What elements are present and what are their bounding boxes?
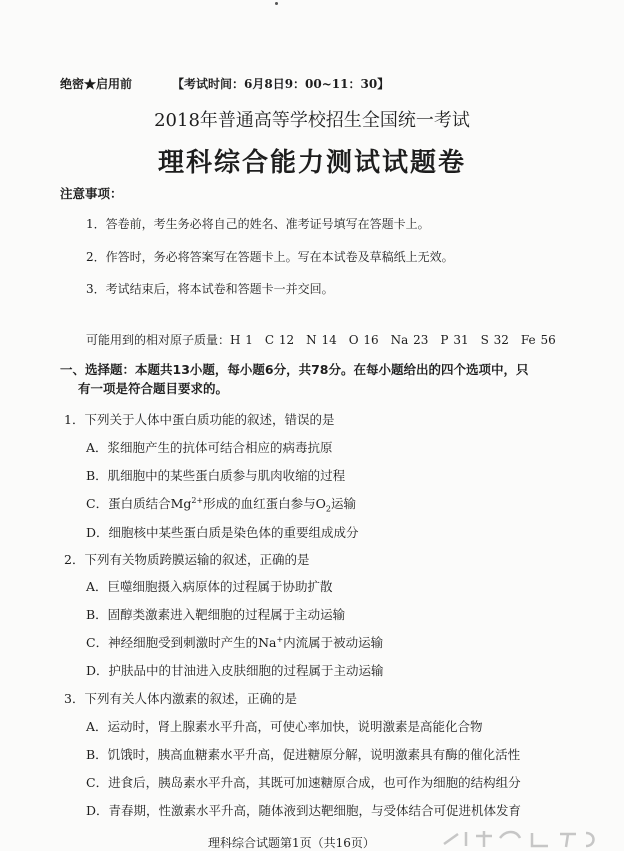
question-2-stem: 2．下列有关物质跨膜运输的叙述，正确的是 [64,552,310,567]
exam-time: 【考试时间：6月8日9：00~11：30】 [172,77,390,91]
exam-subtitle: 2018年普通高等学校招生全国统一考试 [154,110,470,131]
question-1-option-b: B．肌细胞中的某些蛋白质参与肌肉收缩的过程 [86,468,346,483]
atomic-masses: 可能用到的相对原子质量：H 1 C 12 N 14 O 16 Na 23 P 31 S 32 Fe 56 [86,333,556,347]
note-item: 3．考试结束后，将本试卷和答题卡一并交回。 [86,282,334,296]
option-c-text: 内流属于被动运输 [283,635,384,650]
page-footer: 理科综合试题第1页（共16页） [208,836,375,850]
option-c-text: C．蛋白质结合Mg [86,496,192,511]
question-3-stem: 3．下列有关人体内激素的叙述，正确的是 [64,691,297,706]
question-2-option-c [86,633,383,651]
option-c-text: 运输 [331,496,357,511]
question-2-option-a: A．巨噬细胞摄入病原体的过程属于协助扩散 [86,579,333,594]
superscript: + [276,634,284,644]
question-3-option-c: C．进食后，胰岛素水平升高，其既可加速糖原合成，也可作为细胞的结构组分 [86,775,521,790]
section-line-1: 一、选择题：本题共13小题，每小题6分，共78分。在每小题给出的四个选项中，只 [60,362,529,377]
note-item: 2．作答时，务必将答案写在答题卡上。写在本试卷及草稿纸上无效。 [86,250,454,264]
note-item: 1．答卷前，考生务必将自己的姓名、准考证号填写在答题卡上。 [86,217,430,231]
section-heading [60,360,529,398]
superscript: 2+ [191,495,204,505]
question-1-option-a: A．浆细胞产生的抗体可结合相应的病毒抗原 [86,440,333,455]
question-1-stem: 1．下列关于人体中蛋白质功能的叙述，错误的是 [64,412,335,427]
watermark-icon [436,828,624,850]
section-line-2: 有一项是符合题目要求的。 [78,381,229,396]
scan-dot [275,2,278,5]
subscript: 2 [325,504,332,514]
notes-heading: 注意事项： [60,186,123,201]
option-c-text: C．神经细胞受到刺激时产生的Na [86,635,277,650]
secret-label: 绝密★启用前 [60,77,133,91]
question-3-option-d: D．青春期，性激素水平升高，随体液到达靶细胞，与受体结合可促进机体发育 [86,803,522,818]
option-c-text: 形成的血红蛋白参与O [203,496,326,511]
question-3-option-b: B．饥饿时，胰高血糖素水平升高，促进糖原分解，说明激素具有酶的催化活性 [86,747,521,762]
question-2-option-b: B．固醇类激素进入靶细胞的过程属于主动运输 [86,607,346,622]
question-1-option-c [86,494,356,514]
question-2-option-d: D．护肤品中的甘油进入皮肤细胞的过程属于主动运输 [86,663,384,678]
question-3-option-a: A．运动时，肾上腺素水平升高，可使心率加快，说明激素是高能化合物 [86,719,483,734]
page-title: 理科综合能力测试试题卷 [157,148,466,178]
question-1-option-d: D．细胞核中某些蛋白质是染色体的重要组成成分 [86,525,359,540]
